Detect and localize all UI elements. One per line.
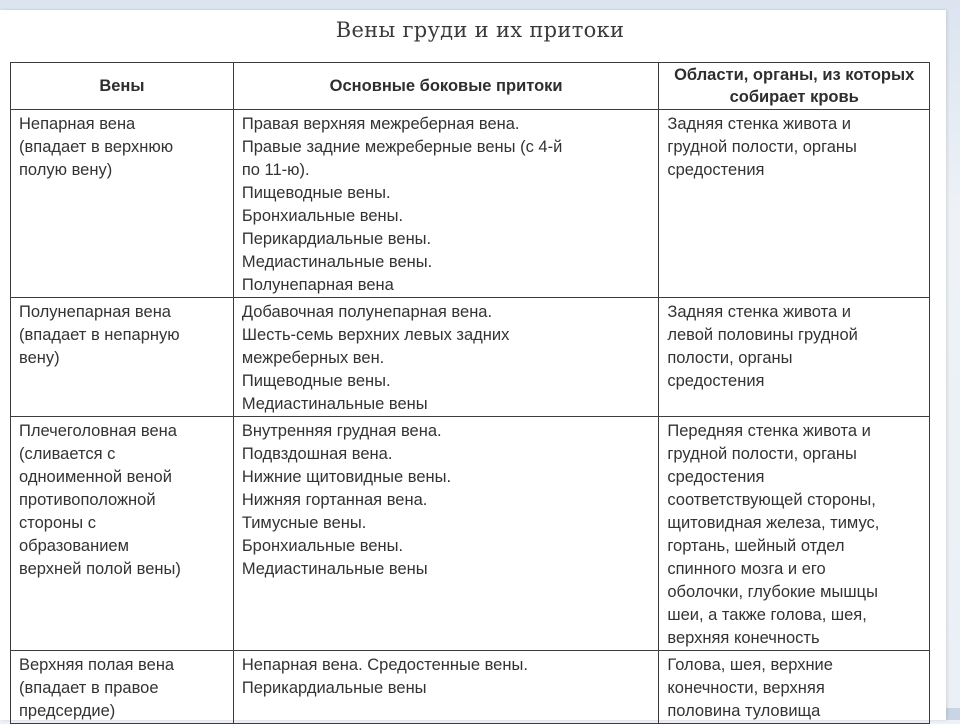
page-title: Вены груди и их притоки — [335, 18, 625, 42]
cell-line: Передняя стенка живота и — [667, 422, 871, 440]
cell-line: Правая верхняя межреберная вена. — [241, 115, 520, 133]
cell-line: соответствующей стороны, — [667, 491, 876, 509]
column-header-regions: Области, органы, из которых собирает кровь — [659, 63, 930, 110]
scanned-page — [0, 10, 946, 720]
table-header-row — [11, 63, 930, 110]
cell-line: грудной полости, органы — [667, 445, 857, 463]
cell-line: средостения — [667, 372, 765, 390]
cell-line: (впадает в правое — [19, 679, 159, 697]
cell-line: верхняя конечность — [667, 629, 820, 647]
cell-line: шеи, а также голова, шея, — [667, 606, 867, 624]
cell-line: (впадает в верхнюю — [19, 138, 174, 156]
vein-cell — [11, 651, 234, 724]
vein-cell — [11, 110, 234, 298]
cell-line: левой половины грудной — [667, 326, 858, 344]
column-header-veins: Вены — [11, 63, 234, 110]
table-row — [11, 110, 930, 298]
regions-cell — [659, 298, 930, 417]
cell-line: оболочки, глубокие мышцы — [667, 583, 878, 601]
cell-line: Подвздошная вена. — [241, 445, 393, 463]
cell-line: Бронхиальные вены. — [241, 207, 404, 225]
regions-cell — [659, 110, 930, 298]
cell-line: Задняя стенка живота и — [667, 303, 851, 321]
regions-cell — [659, 417, 930, 651]
cell-line: Верхняя полая вена — [19, 656, 175, 674]
cell-line: конечности, верхняя — [667, 679, 825, 697]
cell-line: верхней полой вены) — [19, 560, 181, 578]
cell-line: Пищеводные вены. — [241, 372, 391, 390]
veins-table — [10, 62, 930, 724]
tributaries-cell — [233, 110, 659, 298]
cell-line: Нижняя гортанная вена. — [241, 491, 428, 509]
cell-line: Медиастинальные вены. — [241, 253, 433, 271]
cell-line: Медиастинальные вены — [241, 560, 428, 578]
cell-line: полости, органы — [667, 349, 793, 367]
cell-line: Перикардиальные вены. — [241, 230, 432, 248]
column-header-tributaries: Основные боковые притоки — [233, 63, 659, 110]
cell-line: средостения — [667, 161, 765, 179]
cell-line: Плечеголовная вена — [19, 422, 177, 440]
cell-line: по 11-ю). — [241, 161, 310, 179]
cell-line: Голова, шея, верхние — [667, 656, 833, 674]
cell-line: Непарная вена — [19, 115, 136, 133]
tributaries-cell — [233, 417, 659, 651]
table-row — [11, 298, 930, 417]
cell-line: вену) — [19, 349, 60, 367]
cell-line: средостения — [667, 468, 765, 486]
cell-line: противоположной — [19, 491, 156, 509]
cell-line: Полунепарная вена — [241, 276, 394, 294]
cell-line: спинного мозга и его — [667, 560, 826, 578]
cell-line: Нижние щитовидные вены. — [241, 468, 452, 486]
cell-line: Правые задние межреберные вены (с 4-й — [241, 138, 563, 156]
cell-line: межреберных вен. — [241, 349, 385, 367]
cell-line: Бронхиальные вены. — [241, 537, 404, 555]
cell-line: (впадает в непарную — [19, 326, 180, 344]
cell-line: образованием — [19, 537, 129, 555]
cell-line: предсердие) — [19, 702, 116, 720]
cell-line: грудной полости, органы — [667, 138, 857, 156]
cell-line: Пищеводные вены. — [241, 184, 391, 202]
cell-line: стороны с — [19, 514, 96, 532]
table-row — [11, 651, 930, 724]
cell-line: одноименной веной — [19, 468, 172, 486]
cell-line: Тимусные вены. — [241, 514, 367, 532]
cell-line: щитовидная железа, тимус, — [667, 514, 880, 532]
cell-line: половина туловища — [667, 702, 821, 720]
cell-line: Внутренняя грудная вена. — [241, 422, 442, 440]
regions-cell — [659, 651, 930, 724]
tributaries-cell — [233, 651, 659, 724]
cell-line: Задняя стенка живота и — [667, 115, 851, 133]
cell-line: Непарная вена. Средостенные вены. — [241, 656, 528, 674]
tributaries-cell — [233, 298, 659, 417]
vein-cell — [11, 298, 234, 417]
cell-line: гортань, шейный отдел — [667, 537, 845, 555]
table-row — [11, 417, 930, 651]
cell-line: Полунепарная вена — [19, 303, 171, 321]
cell-line: Добавочная полунепарная вена. — [241, 303, 493, 321]
cell-line: полую вену) — [19, 161, 113, 179]
cell-line: Медиастинальные вены — [241, 395, 428, 413]
cell-line: (сливается с — [19, 445, 116, 463]
cell-line: Шесть-семь верхних левых задних — [241, 326, 510, 344]
cell-line: Перикардиальные вены — [241, 679, 427, 697]
vein-cell — [11, 417, 234, 651]
